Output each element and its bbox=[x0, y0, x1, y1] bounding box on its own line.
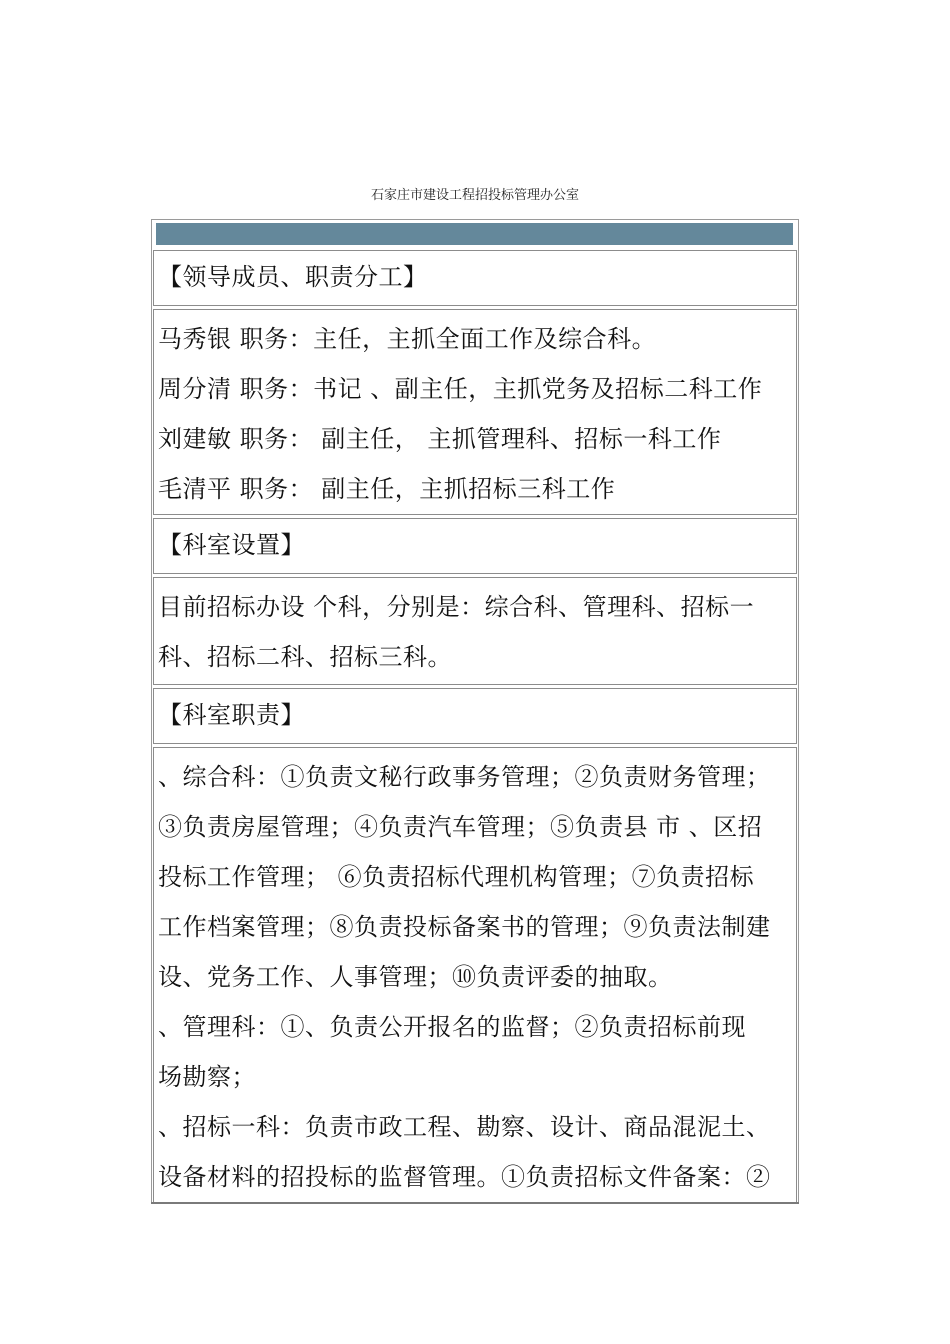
duties-heading: 【科室职责】 bbox=[158, 701, 305, 729]
page-title: 石家庄市建设工程招投标管理办公室 bbox=[370, 188, 579, 203]
duties-line: 、管理科：①、负责公开报名的监督；②负责招标前现 bbox=[158, 1013, 746, 1041]
duties-line: 场勘察； bbox=[158, 1063, 256, 1091]
duties-line: 投标工作管理； ⑥负责招标代理机构管理；⑦负责招标 bbox=[158, 863, 755, 891]
duties-line: 、综合科：①负责文秘行政事务管理；②负责财务管理； bbox=[158, 763, 771, 791]
duties-line: 、招标一科：负责市政工程、勘察、设计、商品混泥土、 bbox=[158, 1113, 771, 1141]
duties-cell bbox=[153, 747, 797, 1204]
header-bar bbox=[156, 223, 793, 245]
leader-line: 毛清平 职务： 副主任，主抓招标三科工作 bbox=[158, 475, 616, 503]
offices-heading-cell bbox=[153, 518, 797, 574]
offices-heading: 【科室设置】 bbox=[158, 531, 305, 559]
duties-line: ③负责房屋管理；④负责汽车管理；⑤负责县 市 、区招 bbox=[158, 813, 763, 841]
leaders-cell bbox=[153, 309, 797, 515]
duties-line: 设备材料的招投标的监督管理。①负责招标文件备案：② bbox=[158, 1163, 771, 1191]
duties-line: 工作档案管理；⑧负责投标备案书的管理；⑨负责法制建 bbox=[158, 913, 771, 941]
offices-cell bbox=[153, 577, 797, 685]
leader-line: 马秀银 职务：主任，主抓全面工作及综合科。 bbox=[158, 325, 657, 353]
duties-line: 设、党务工作、人事管理；⑩负责评委的抽取。 bbox=[158, 963, 673, 991]
leader-line: 刘建敏 职务： 副主任， 主抓管理科、招标一科工作 bbox=[158, 425, 722, 453]
offices-line: 目前招标办设 个科，分别是：综合科、管理科、招标一 bbox=[158, 593, 755, 621]
leaders-heading: 【领导成员、职责分工】 bbox=[158, 263, 428, 291]
duties-heading-cell bbox=[153, 688, 797, 744]
leader-line: 周分清 职务：书记 、副主任，主抓党务及招标二科工作 bbox=[158, 375, 763, 403]
bottom-rule bbox=[151, 1202, 799, 1204]
leaders-heading-cell bbox=[153, 250, 797, 306]
offices-line: 科、招标二科、招标三科。 bbox=[158, 643, 452, 671]
